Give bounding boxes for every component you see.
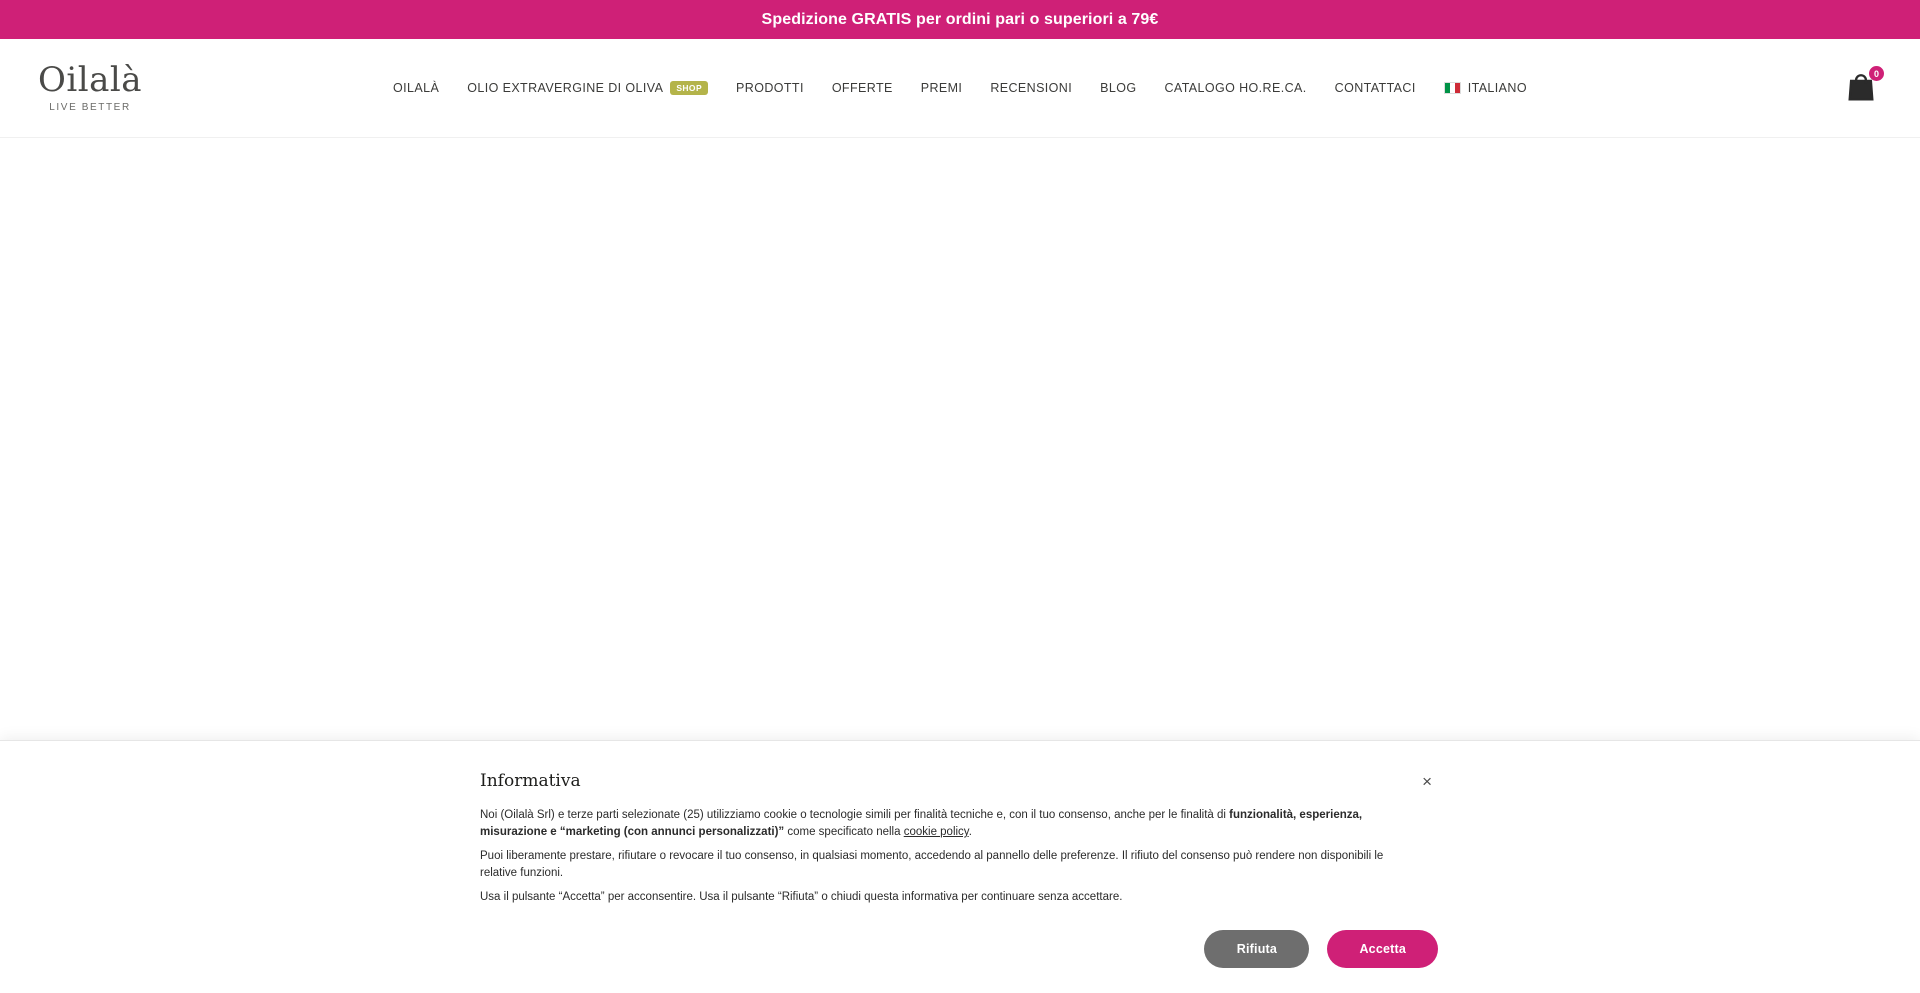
nav-item-contattaci[interactable]: [1321, 71, 1430, 105]
nav-item-label: OLIO EXTRAVERGINE DI OLIVA: [467, 81, 664, 95]
reject-button[interactable]: Rifiuta: [1204, 930, 1309, 968]
cookie-policy-link[interactable]: cookie policy: [903, 826, 969, 839]
cookie-text-part-b: come specificato nella: [784, 826, 904, 839]
nav-item-prodotti[interactable]: [722, 71, 818, 105]
main-navigation: [379, 71, 1541, 105]
nav-item-oilala[interactable]: [379, 71, 453, 105]
logo-wordmark: Oilalà: [38, 60, 143, 100]
promo-banner: [0, 0, 1920, 39]
cookie-paragraph-1: [480, 807, 1410, 841]
italy-flag-icon: [1444, 82, 1461, 94]
close-icon[interactable]: ×: [1422, 772, 1432, 791]
nav-item-label: PREMI: [920, 81, 963, 95]
cookie-paragraph-3: Usa il pulsante “Accetta” per acconsentire. Usa il pulsante “Rifiuta” o chiudi questa informativa per continuare senza accettare.: [480, 891, 1123, 904]
cookie-consent-banner: [0, 740, 1920, 993]
nav-item-blog[interactable]: [1086, 71, 1150, 105]
logo-tagline: LIVE BETTER: [49, 102, 131, 113]
accept-button[interactable]: Accetta: [1327, 930, 1438, 968]
nav-item-label: PRODOTTI: [736, 81, 804, 95]
nav-item-recensioni[interactable]: [976, 71, 1086, 105]
cookie-paragraph-2: Puoi liberamente prestare, rifiutare o revocare il tuo consenso, in qualsiasi momento, accedendo al pannello delle preferenze. Il rifiuto del consenso può rendere non disponibili le relative funzioni.: [480, 850, 1384, 880]
cart-count-badge: 0: [1869, 66, 1884, 81]
nav-item-label: CATALOGO HO.RE.CA.: [1164, 81, 1307, 95]
cookie-text-bold: funzionalità, esperienza, misurazione e “marketing (con annunci personalizzati)”: [480, 809, 1363, 839]
language-selector[interactable]: [1430, 71, 1541, 105]
shop-badge: SHOP: [670, 81, 708, 95]
cookie-text-part-a: Noi (Oilalà Srl) e terze parti selezionate (25) utilizziamo cookie o tecnologie simili per finalità tecniche e, con il tuo consenso, anche per le finalità di: [480, 809, 1230, 821]
promo-banner-text: Spedizione GRATIS per ordini pari o superiori a 79€: [761, 10, 1159, 28]
page-content-area: [0, 138, 1920, 740]
nav-item-premi[interactable]: [907, 71, 977, 105]
nav-item-label: RECENSIONI: [990, 81, 1073, 95]
cookie-text-part-c: .: [968, 826, 972, 839]
cart-button[interactable]: [1844, 68, 1879, 105]
nav-item-label: CONTATTACI: [1334, 81, 1416, 95]
nav-item-label: OILALÀ: [393, 81, 440, 95]
nav-item-catalogo-horeca[interactable]: [1150, 71, 1320, 105]
cookie-actions: [480, 930, 1440, 968]
logo[interactable]: [38, 60, 143, 113]
nav-item-label: OFFERTE: [831, 81, 893, 95]
site-header: [0, 39, 1920, 138]
cookie-banner-title: Informativa: [480, 771, 581, 791]
nav-item-label: BLOG: [1100, 81, 1137, 95]
nav-item-olio-extravergine-di-oliva[interactable]: [453, 71, 722, 105]
language-label: ITALIANO: [1467, 81, 1527, 95]
nav-item-offerte[interactable]: [818, 71, 907, 105]
